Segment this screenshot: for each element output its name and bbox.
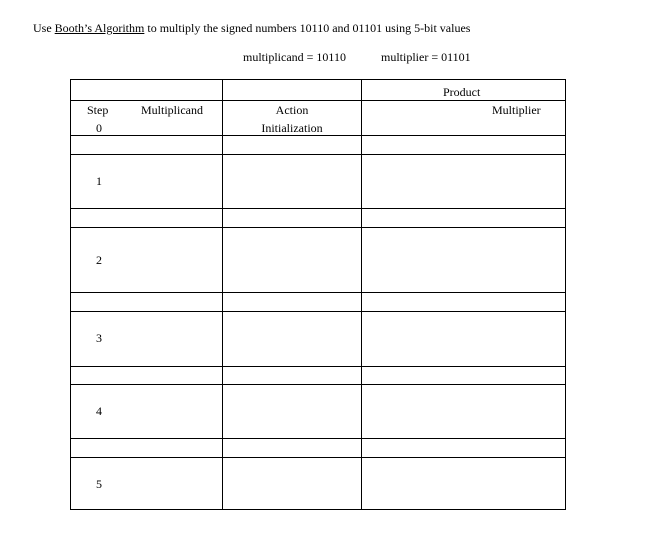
row-divider [71, 311, 565, 312]
booth-table [70, 79, 566, 510]
row-divider [71, 384, 565, 385]
row-divider [71, 457, 565, 458]
action-0: Initialization [261, 121, 323, 135]
header-multiplier: Multiplier [492, 103, 541, 117]
instructions-suffix: to multiply the signed numbers 10110 and 01101 using 5-bit values [144, 21, 471, 35]
header-action: Action [275, 103, 309, 117]
step-5: 5 [96, 477, 102, 491]
step-3: 3 [96, 331, 102, 345]
instructions [33, 21, 470, 36]
multiplier-value: multiplier = 01101 [381, 50, 471, 64]
multiplicand-value: multiplicand = 10110 [243, 50, 346, 64]
step-4: 4 [96, 404, 102, 418]
row-divider [71, 227, 565, 228]
column-divider [222, 80, 223, 509]
step-1: 1 [96, 174, 102, 188]
row-divider [71, 292, 565, 293]
column-divider [361, 80, 362, 509]
header-product: Product [443, 85, 481, 99]
booths-algorithm-link: Booth’s Algorithm [54, 21, 145, 35]
step-2: 2 [96, 253, 102, 267]
header-step: Step [87, 103, 109, 117]
header-multiplicand: Multiplicand [141, 103, 203, 117]
row-divider [71, 438, 565, 439]
row-divider [71, 154, 565, 155]
instructions-prefix: Use [33, 21, 55, 35]
row-divider [71, 100, 565, 101]
row-divider [71, 366, 565, 367]
row-divider [71, 208, 565, 209]
step-0: 0 [96, 121, 102, 135]
